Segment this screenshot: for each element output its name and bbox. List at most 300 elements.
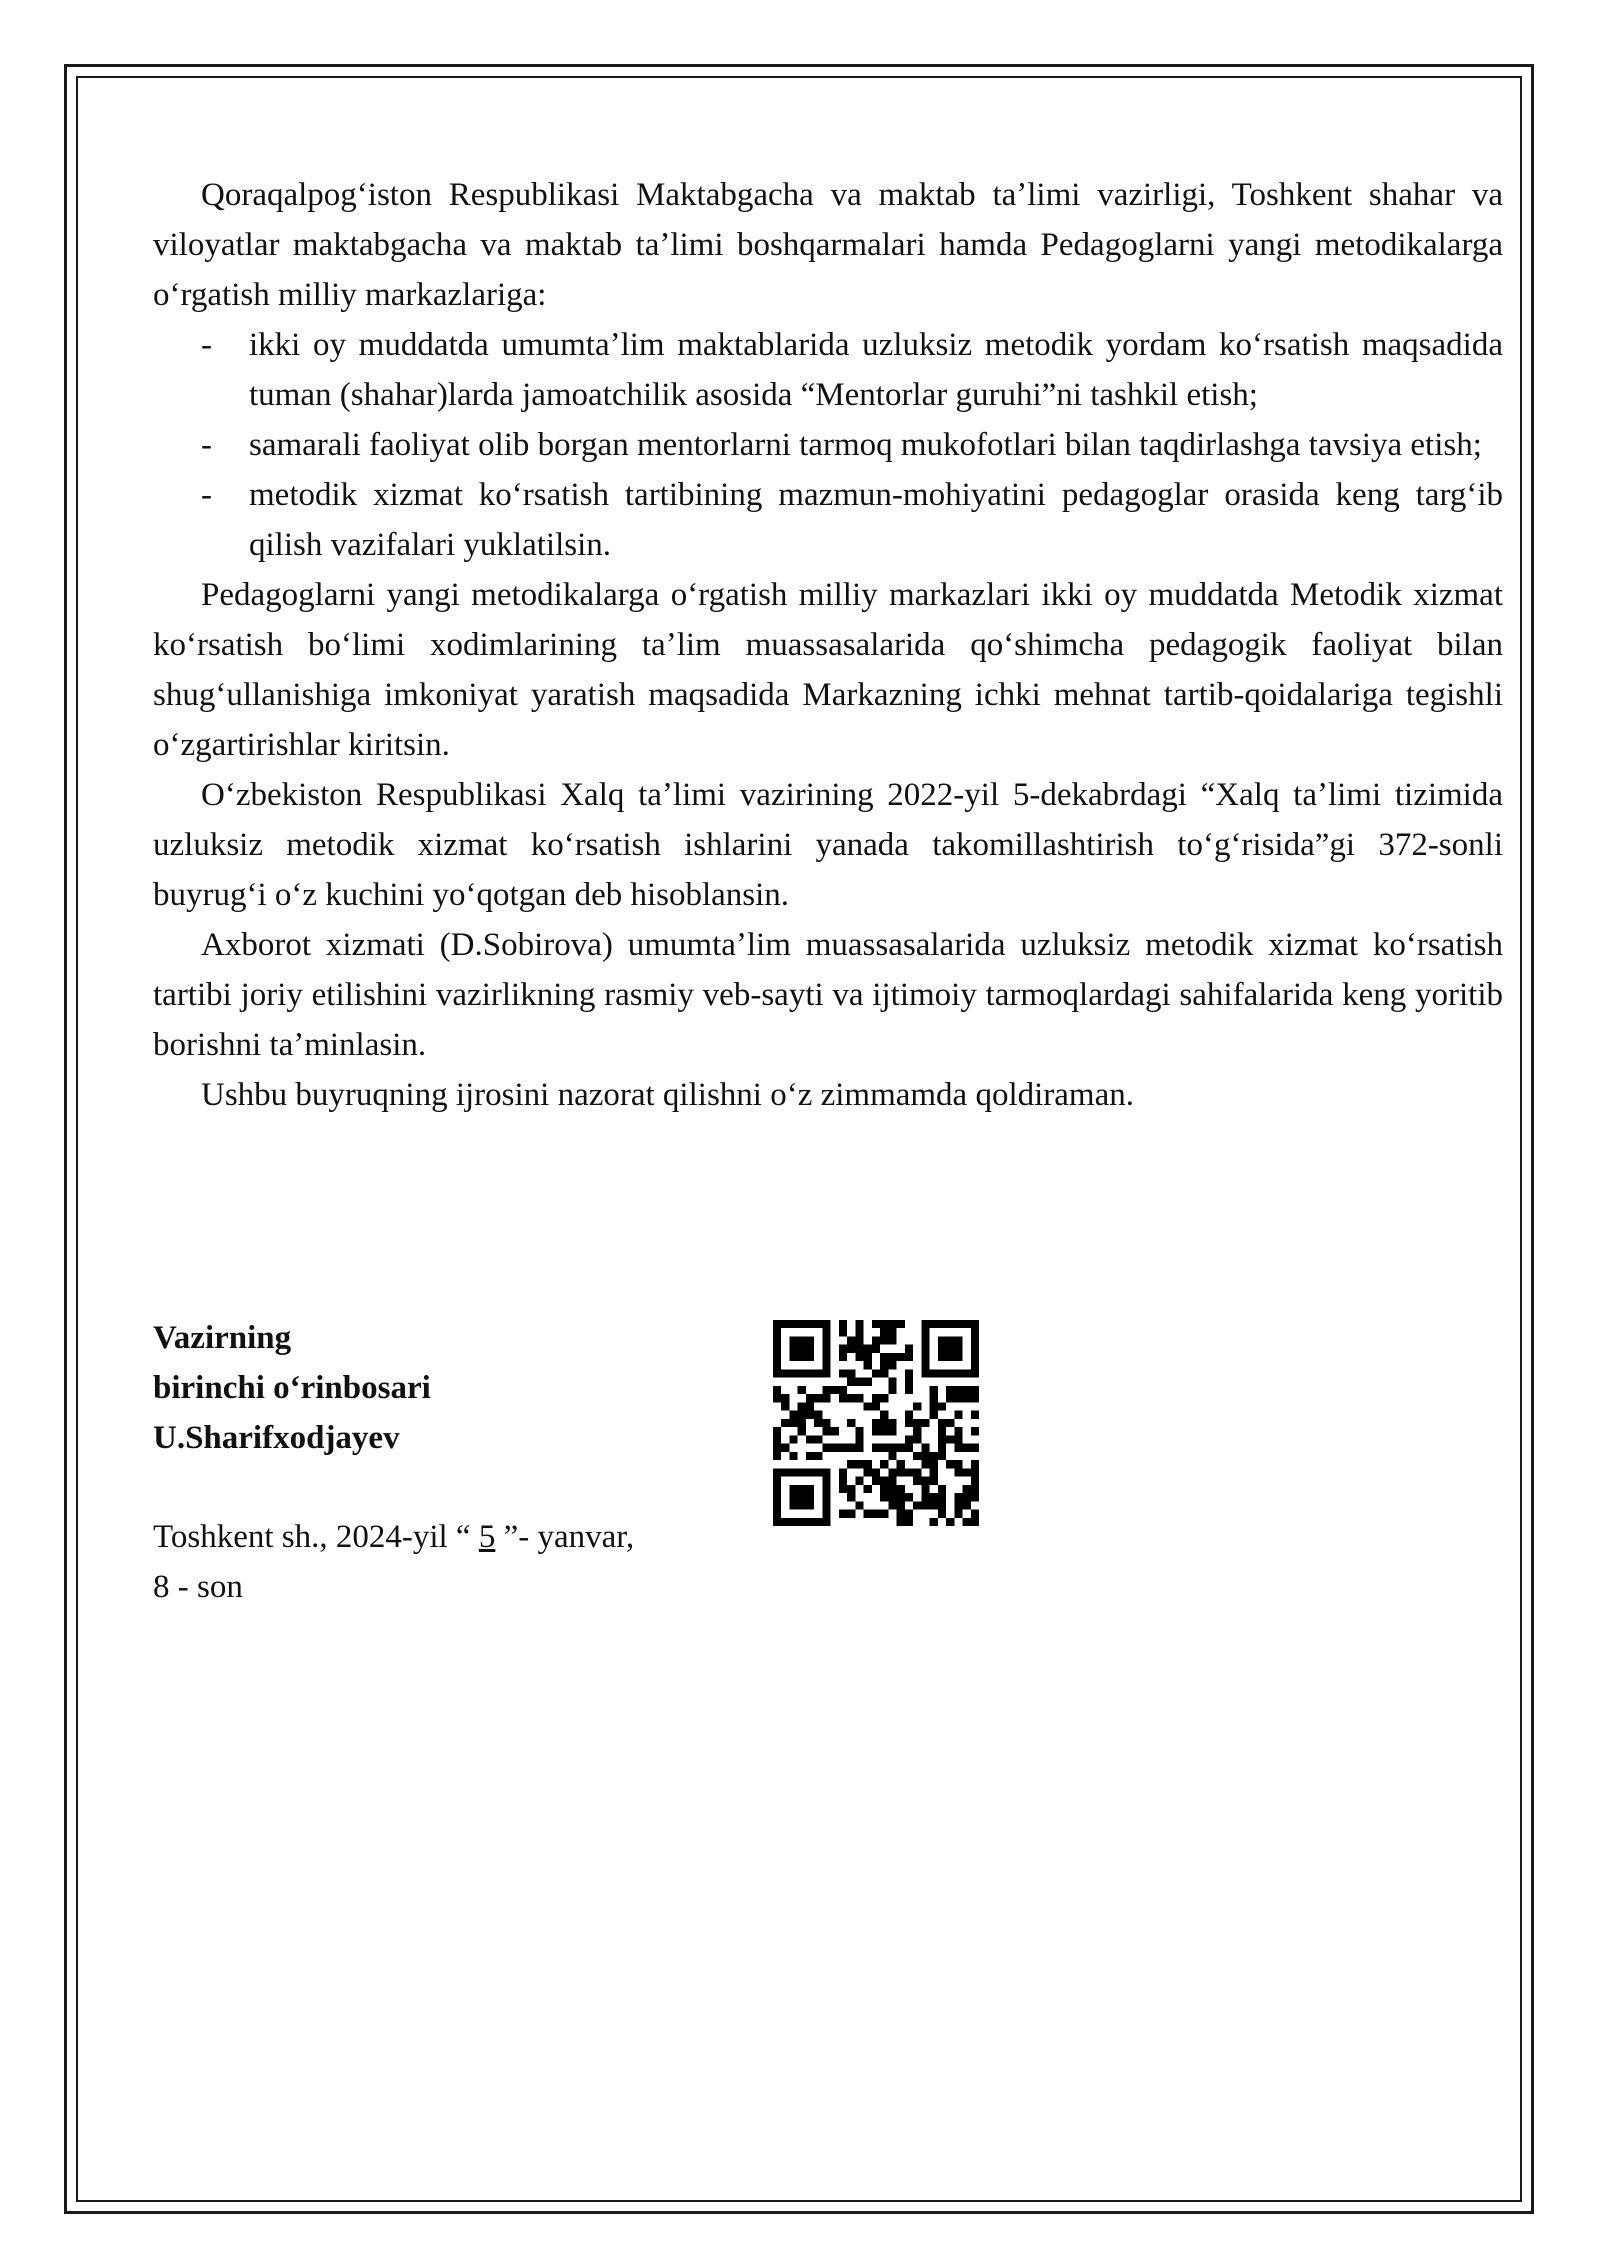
qr-module [921, 1419, 929, 1427]
qr-module [954, 1345, 962, 1353]
qr-module [839, 1386, 847, 1394]
qr-module [971, 1460, 979, 1468]
qr-module [888, 1361, 896, 1369]
qr-module [773, 1468, 781, 1476]
qr-module [855, 1320, 863, 1328]
qr-module [938, 1501, 946, 1509]
qr-module [880, 1419, 888, 1427]
qr-module [847, 1345, 855, 1353]
qr-module [921, 1353, 929, 1361]
qr-module [938, 1510, 946, 1518]
qr-module [963, 1320, 971, 1328]
qr-module [913, 1468, 921, 1476]
qr-module [773, 1427, 781, 1435]
qr-module [963, 1501, 971, 1509]
qr-module [946, 1353, 954, 1361]
qr-module [789, 1320, 797, 1328]
qr-module [888, 1336, 896, 1344]
qr-module [855, 1353, 863, 1361]
qr-module [971, 1386, 979, 1394]
qr-module [814, 1435, 822, 1443]
qr-module [946, 1460, 954, 1468]
qr-module [872, 1402, 880, 1410]
qr-module [913, 1435, 921, 1443]
qr-module [905, 1378, 913, 1386]
qr-module [905, 1510, 913, 1518]
qr-module [905, 1435, 913, 1443]
qr-module [773, 1485, 781, 1493]
qr-module [839, 1510, 847, 1518]
qr-module [954, 1386, 962, 1394]
qr-module [954, 1369, 962, 1377]
paragraph-national-centers: Pedagoglarni yangi metodikalarga oʻrgatish milliy markazlari ikki oy muddatda Metodik xizmat koʻrsatish boʻlimi xodimlarining taʼlim muassasalarida qoʻshimcha pedagogik faoliyat bilan shugʻullanishiga imkoniyat yaratish maqsadida Markazning ichki mehnat tartib-qoidalariga tegishli oʻzgartirishlar kiritsin. [153, 577, 1503, 763]
qr-module [806, 1501, 814, 1509]
qr-module [822, 1518, 830, 1526]
qr-module [773, 1435, 781, 1443]
qr-module [822, 1336, 830, 1344]
list-item [153, 420, 1503, 470]
qr-module [880, 1336, 888, 1344]
qr-module [921, 1485, 929, 1493]
qr-module [938, 1435, 946, 1443]
qr-module [954, 1411, 962, 1419]
qr-module [798, 1336, 806, 1344]
qr-module [839, 1468, 847, 1476]
qr-module [781, 1402, 789, 1410]
qr-module [880, 1427, 888, 1435]
qr-module [839, 1477, 847, 1485]
qr-module [954, 1493, 962, 1501]
qr-module [822, 1444, 830, 1452]
list-item-text: samarali faoliyat olib borgan mentorlarni tarmoq mukofotlari bilan taqdirlashga tavsiya etish; [249, 427, 1482, 463]
qr-module [773, 1361, 781, 1369]
qr-module [921, 1361, 929, 1369]
date-suffix: ”- yanvar, [495, 1519, 635, 1555]
qr-module [946, 1518, 954, 1526]
qr-module [855, 1336, 863, 1344]
qr-module [798, 1485, 806, 1493]
list-item [153, 470, 1503, 570]
qr-module [954, 1427, 962, 1435]
qr-module [888, 1386, 896, 1394]
qr-module [888, 1452, 896, 1460]
qr-module [855, 1378, 863, 1386]
qr-module [872, 1345, 880, 1353]
qr-module [897, 1485, 905, 1493]
paragraph-repeal-order: Oʻzbekiston Respublikasi Xalq taʼlimi vazirining 2022-yil 5-dekabrdagi “Xalq taʼlimi tizimida uzluksiz metodik xizmat koʻrsatish ishlarini yanada takomillashtirish toʻgʻrisida”gi 372-sonli buyrugʻi oʻz kuchini yoʻqotgan deb hisoblansin. [153, 777, 1503, 913]
qr-module [822, 1369, 830, 1377]
qr-module [930, 1386, 938, 1394]
date-day: 5 [478, 1519, 496, 1555]
qr-module [872, 1336, 880, 1344]
qr-module [880, 1394, 888, 1402]
qr-module [938, 1336, 946, 1344]
date-prefix: Toshkent sh., 2024-yil “ [153, 1519, 479, 1555]
qr-module [930, 1320, 938, 1328]
qr-module [971, 1468, 979, 1476]
qr-module [773, 1369, 781, 1377]
qr-module [855, 1345, 863, 1353]
qr-module [864, 1468, 872, 1476]
qr-module [921, 1336, 929, 1344]
qr-module [880, 1510, 888, 1518]
qr-module [913, 1452, 921, 1460]
qr-module [798, 1427, 806, 1435]
qr-module [905, 1386, 913, 1394]
qr-module [897, 1501, 905, 1509]
qr-module [855, 1328, 863, 1336]
qr-module [806, 1394, 814, 1402]
qr-module [822, 1427, 830, 1435]
qr-module [822, 1468, 830, 1476]
qr-module [814, 1394, 822, 1402]
qr-module [798, 1353, 806, 1361]
qr-module [839, 1353, 847, 1361]
qr-module [798, 1419, 806, 1427]
qr-module [938, 1402, 946, 1410]
qr-module [855, 1444, 863, 1452]
qr-module [880, 1320, 888, 1328]
qr-module [938, 1369, 946, 1377]
qr-module [946, 1419, 954, 1427]
qr-module [789, 1468, 797, 1476]
qr-module [954, 1353, 962, 1361]
qr-module [798, 1468, 806, 1476]
qr-module [888, 1501, 896, 1509]
qr-module [905, 1518, 913, 1526]
qr-module [814, 1452, 822, 1460]
qr-module [930, 1501, 938, 1509]
qr-module [855, 1394, 863, 1402]
task-list [153, 320, 1503, 570]
qr-module [864, 1361, 872, 1369]
qr-module [798, 1402, 806, 1410]
qr-module [839, 1369, 847, 1377]
qr-module [897, 1460, 905, 1468]
qr-module [864, 1345, 872, 1353]
qr-module [921, 1493, 929, 1501]
signature-title: Vazirning [153, 1320, 292, 1356]
qr-module [888, 1419, 896, 1427]
qr-module [938, 1353, 946, 1361]
qr-module [773, 1444, 781, 1452]
qr-module [954, 1320, 962, 1328]
qr-module [789, 1353, 797, 1361]
qr-module [946, 1345, 954, 1353]
qr-module [814, 1419, 822, 1427]
qr-module [864, 1402, 872, 1410]
qr-module [872, 1369, 880, 1377]
qr-module [905, 1444, 913, 1452]
qr-module [822, 1394, 830, 1402]
qr-module [855, 1435, 863, 1443]
qr-module [888, 1320, 896, 1328]
qr-module [773, 1345, 781, 1353]
qr-module [872, 1394, 880, 1402]
qr-module [798, 1493, 806, 1501]
qr-module [963, 1518, 971, 1526]
qr-module [971, 1361, 979, 1369]
qr-module [822, 1386, 830, 1394]
paragraph-information-service: Axborot xizmati (D.Sobirova) umumtaʼlim muassasalarida uzluksiz metodik xizmat koʻrsatish tartibi joriy etilishini vazirlikning rasmiy veb-sayti va ijtimoiy tarmoqlardagi sahifalarida keng yoritib borishni taʼminlasin. [153, 927, 1503, 1063]
qr-module [847, 1485, 855, 1493]
qr-module [789, 1411, 797, 1419]
qr-module [781, 1369, 789, 1377]
qr-module [897, 1510, 905, 1518]
qr-module [814, 1411, 822, 1419]
qr-module [781, 1518, 789, 1526]
qr-module [954, 1468, 962, 1476]
qr-module [822, 1345, 830, 1353]
qr-module [930, 1369, 938, 1377]
qr-module [913, 1477, 921, 1485]
qr-module [806, 1485, 814, 1493]
qr-module [897, 1468, 905, 1476]
qr-module [789, 1501, 797, 1509]
qr-module [954, 1435, 962, 1443]
qr-module [938, 1345, 946, 1353]
qr-module [789, 1485, 797, 1493]
qr-module [905, 1369, 913, 1377]
qr-module [773, 1477, 781, 1485]
qr-module [831, 1427, 839, 1435]
qr-module [930, 1411, 938, 1419]
signature-position: birinchi oʻrinbosari [153, 1370, 431, 1406]
qr-module [921, 1328, 929, 1336]
qr-module [880, 1353, 888, 1361]
qr-module [971, 1394, 979, 1402]
qr-module [847, 1510, 855, 1518]
qr-module [814, 1518, 822, 1526]
paragraph-control: Ushbu buyruqning ijrosini nazorat qilishni oʻz zimmamda qoldiraman. [201, 1077, 1134, 1113]
qr-module [963, 1386, 971, 1394]
qr-module [798, 1411, 806, 1419]
qr-module [872, 1419, 880, 1427]
qr-module [938, 1320, 946, 1328]
qr-module [897, 1518, 905, 1526]
qr-module [814, 1369, 822, 1377]
qr-module [847, 1369, 855, 1377]
qr-module [930, 1452, 938, 1460]
qr-module [963, 1468, 971, 1476]
qr-module [847, 1336, 855, 1344]
qr-module [930, 1468, 938, 1476]
date-line [153, 1512, 773, 1562]
qr-module [963, 1493, 971, 1501]
qr-module [864, 1460, 872, 1468]
qr-module [806, 1369, 814, 1377]
qr-module [798, 1345, 806, 1353]
qr-module [839, 1328, 847, 1336]
qr-module [822, 1493, 830, 1501]
qr-module [847, 1378, 855, 1386]
qr-module [971, 1510, 979, 1518]
qr-module [971, 1353, 979, 1361]
qr-module [806, 1353, 814, 1361]
qr-code-icon [773, 1320, 979, 1526]
qr-module [806, 1468, 814, 1476]
qr-module [806, 1452, 814, 1460]
qr-module [880, 1485, 888, 1493]
paragraph-assignees: Qoraqalpogʻiston Respublikasi Maktabgacha va maktab taʼlimi vazirligi, Toshkent shahar va viloyatlar maktabgacha va maktab taʼlimi boshqarmalari hamda Pedagoglarni yangi metodikalarga oʻrgatish milliy markazlariga: [153, 177, 1503, 313]
qr-module [938, 1444, 946, 1452]
qr-module [905, 1353, 913, 1361]
qr-module [839, 1444, 847, 1452]
qr-module [971, 1493, 979, 1501]
qr-module [938, 1452, 946, 1460]
qr-module [773, 1386, 781, 1394]
qr-module [814, 1320, 822, 1328]
qr-module [872, 1468, 880, 1476]
qr-module [847, 1394, 855, 1402]
qr-module [781, 1419, 789, 1427]
qr-module [946, 1386, 954, 1394]
date-block [153, 1512, 773, 1612]
qr-module [880, 1361, 888, 1369]
qr-module [880, 1493, 888, 1501]
qr-module [938, 1427, 946, 1435]
qr-module [921, 1452, 929, 1460]
list-item [153, 320, 1503, 420]
qr-module [888, 1468, 896, 1476]
qr-module [831, 1386, 839, 1394]
qr-module [954, 1501, 962, 1509]
qr-module [921, 1460, 929, 1468]
qr-module [855, 1427, 863, 1435]
qr-module [971, 1427, 979, 1435]
qr-module [864, 1510, 872, 1518]
qr-module [971, 1320, 979, 1328]
qr-module [930, 1477, 938, 1485]
qr-module [806, 1493, 814, 1501]
list-dash: - [201, 327, 212, 363]
qr-module [971, 1411, 979, 1419]
list-item-text: metodik xizmat koʻrsatish tartibining mazmun-mohiyatini pedagoglar orasida keng targʻib qilish vazifalari yuklatilsin. [249, 477, 1503, 563]
qr-module [781, 1444, 789, 1452]
qr-module [773, 1336, 781, 1344]
qr-module [921, 1444, 929, 1452]
qr-module [781, 1320, 789, 1328]
qr-module [921, 1320, 929, 1328]
qr-module [921, 1369, 929, 1377]
qr-module [880, 1444, 888, 1452]
qr-module [872, 1444, 880, 1452]
qr-module [946, 1394, 954, 1402]
qr-module [897, 1444, 905, 1452]
qr-module [847, 1460, 855, 1468]
qr-module [971, 1444, 979, 1452]
qr-module [888, 1328, 896, 1336]
qr-module [971, 1336, 979, 1344]
qr-module [946, 1435, 954, 1443]
qr-module [971, 1477, 979, 1485]
qr-module [773, 1452, 781, 1460]
qr-module [905, 1493, 913, 1501]
qr-module [930, 1394, 938, 1402]
qr-module [954, 1336, 962, 1344]
qr-module [789, 1493, 797, 1501]
list-dash: - [201, 427, 212, 463]
qr-module [897, 1353, 905, 1361]
qr-module [888, 1485, 896, 1493]
qr-module [921, 1501, 929, 1509]
qr-module [872, 1427, 880, 1435]
qr-module [913, 1501, 921, 1509]
qr-module [971, 1328, 979, 1336]
qr-module [864, 1485, 872, 1493]
qr-module [789, 1518, 797, 1526]
qr-module [822, 1361, 830, 1369]
qr-module [880, 1411, 888, 1419]
qr-module [954, 1510, 962, 1518]
qr-module [855, 1460, 863, 1468]
qr-module [822, 1353, 830, 1361]
qr-module [822, 1328, 830, 1336]
qr-module [773, 1501, 781, 1509]
signature-name: U.Sharifxodjayev [153, 1420, 400, 1456]
qr-module [806, 1402, 814, 1410]
qr-module [872, 1510, 880, 1518]
qr-module [789, 1345, 797, 1353]
qr-module [855, 1477, 863, 1485]
qr-module [847, 1493, 855, 1501]
qr-module [888, 1378, 896, 1386]
qr-module [798, 1501, 806, 1509]
qr-module [888, 1493, 896, 1501]
qr-module [913, 1427, 921, 1435]
qr-module [930, 1460, 938, 1468]
qr-module [946, 1336, 954, 1344]
qr-module [806, 1336, 814, 1344]
qr-module [905, 1411, 913, 1419]
document-number: 8 - son [153, 1569, 243, 1605]
qr-module [963, 1369, 971, 1377]
qr-module [880, 1477, 888, 1485]
qr-module [798, 1518, 806, 1526]
qr-module [773, 1518, 781, 1526]
qr-module [954, 1460, 962, 1468]
qr-module [789, 1419, 797, 1427]
qr-module [855, 1501, 863, 1509]
qr-module [789, 1336, 797, 1344]
qr-module [773, 1353, 781, 1361]
qr-module [806, 1345, 814, 1353]
qr-module [971, 1345, 979, 1353]
qr-module [888, 1427, 896, 1435]
qr-module [905, 1345, 913, 1353]
qr-module [822, 1419, 830, 1427]
qr-module [822, 1485, 830, 1493]
list-dash: - [201, 477, 212, 513]
qr-module [814, 1468, 822, 1476]
qr-module [872, 1477, 880, 1485]
qr-module [930, 1493, 938, 1501]
qr-module [798, 1369, 806, 1377]
qr-module [971, 1518, 979, 1526]
qr-module [971, 1369, 979, 1377]
qr-module [963, 1444, 971, 1452]
qr-module [954, 1444, 962, 1452]
qr-module [888, 1353, 896, 1361]
qr-module [897, 1320, 905, 1328]
qr-module [954, 1394, 962, 1402]
qr-module [789, 1369, 797, 1377]
qr-module [888, 1444, 896, 1452]
qr-module [847, 1444, 855, 1452]
qr-module [847, 1419, 855, 1427]
qr-module [930, 1518, 938, 1526]
qr-module [921, 1345, 929, 1353]
